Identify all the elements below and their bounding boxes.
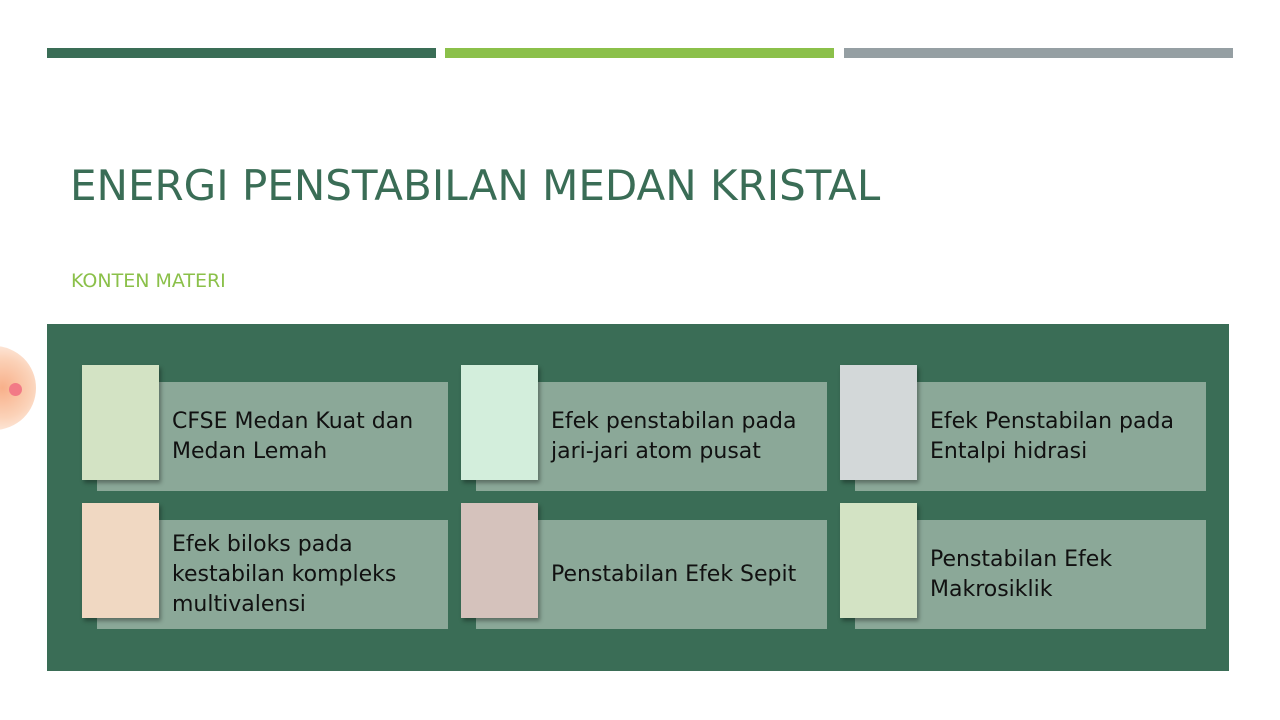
card-swatch [461, 365, 538, 480]
card-text [551, 520, 819, 629]
topic-card-4[interactable] [82, 503, 448, 629]
card-label: Efek biloks pada kestabilan kompleks multivalensi [172, 531, 397, 617]
card-swatch [840, 365, 917, 480]
slide-title[interactable]: ENERGI PENSTABILAN MEDAN KRISTAL [70, 161, 881, 210]
slide-subtitle[interactable]: KONTEN MATERI [71, 270, 226, 292]
card-label: Efek penstabilan pada jari-jari atom pusat [551, 408, 797, 464]
card-swatch [461, 503, 538, 618]
topic-card-5[interactable] [461, 503, 827, 629]
card-text [930, 520, 1198, 629]
card-swatch [82, 365, 159, 480]
topic-card-1[interactable] [82, 365, 448, 491]
pointer-dot-icon [9, 383, 22, 396]
card-label: CFSE Medan Kuat dan Medan Lemah [172, 408, 414, 464]
card-label: Penstabilan Efek Sepit [551, 561, 797, 587]
topic-card-3[interactable] [840, 365, 1206, 491]
accent-bar-gray [844, 48, 1233, 58]
accent-bar-dark [47, 48, 436, 58]
card-label: Penstabilan Efek Makrosiklik [930, 546, 1113, 602]
card-text [172, 520, 440, 629]
card-text [172, 382, 440, 491]
content-panel [47, 324, 1229, 671]
accent-bar-light [445, 48, 834, 58]
card-text [930, 382, 1198, 491]
topic-card-6[interactable] [840, 503, 1206, 629]
card-label: Efek Penstabilan pada Entalpi hidrasi [930, 408, 1174, 464]
card-swatch [840, 503, 917, 618]
card-text [551, 382, 819, 491]
card-swatch [82, 503, 159, 618]
topic-card-2[interactable] [461, 365, 827, 491]
